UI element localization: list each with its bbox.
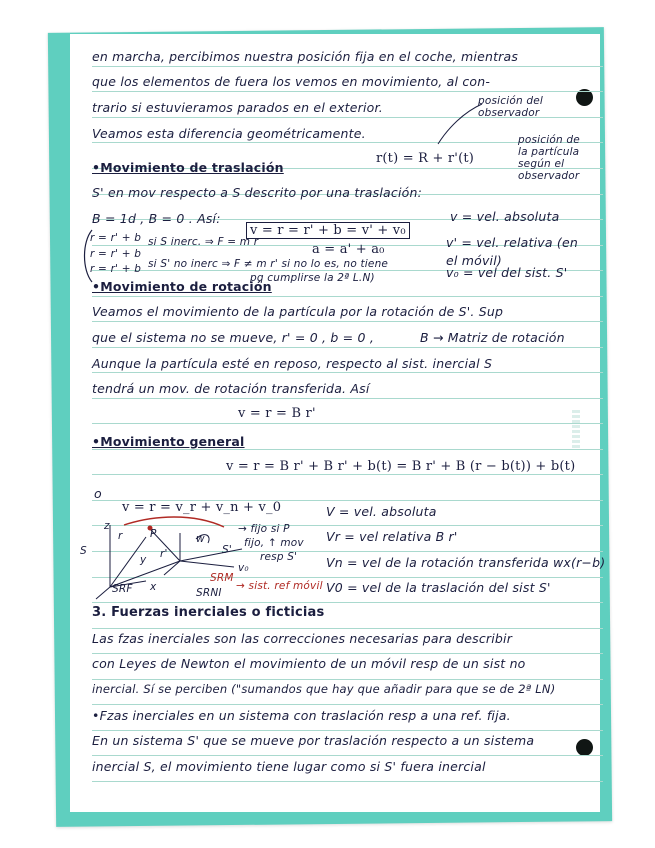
general-bullet: o (94, 486, 102, 501)
inertial-line-3: inercial. Sí se perciben ("sumandos que hay que añadir para que se de 2ª LN) (92, 682, 556, 696)
inertial-note-3: pq cumplirse la 2ª L.N) (250, 272, 375, 284)
punch-hole-bottom (576, 739, 593, 756)
arrow-to-observer (430, 98, 490, 148)
diagram-note-fijo-3: resp S' (260, 551, 298, 563)
inertial-note-2: si S' no inerc ⇒ F ≠ m r' si no lo es, no tiene (148, 258, 389, 270)
inertial-line-2: con Leyes de Newton el movimiento de un móvil resp de un sist no (92, 656, 526, 671)
legend-system-velocity: v₀ = vel del sist. S' (446, 265, 568, 280)
general-legend-4: V0 = vel de la traslación del sist S' (326, 580, 551, 595)
general-velocity-decomposition: v = r = v_r + v_n + v_0 (122, 500, 282, 515)
diagram-label-SRM: SRM (210, 572, 234, 584)
diagram-label-w: w (196, 533, 205, 545)
diagram-label-S: S (80, 545, 87, 557)
text-line-2: que los elementos de fuera los vemos en movimiento, al con- (92, 74, 491, 89)
page-edge-stamp (572, 410, 580, 450)
inertial-note-1: si S inerc. ⇒ F = m r (148, 236, 259, 248)
diagram-note-movil: → sist. ref móvil (236, 580, 323, 592)
heading-rotation: •Movimiento de rotación (92, 279, 272, 294)
heading-general: •Movimiento general (92, 434, 245, 449)
rotation-line-2: que el sistema no se mueve, r' = 0 , b = 0 , (92, 330, 375, 345)
text-line-1: en marcha, percibimos nuestra posición fija en el coche, mientras (92, 49, 519, 64)
side-eq-2: r = r' + b (90, 248, 142, 260)
diagram-label-SRF: SRF (112, 583, 133, 595)
side-eq-1: r = r' + b (90, 232, 142, 244)
diagram-label-P: P (150, 528, 157, 540)
legend-relative-velocity: v' = vel. relativa (en el móvil) (446, 235, 579, 268)
rotation-matrix-note: B → Matriz de rotación (420, 330, 565, 345)
diagram-label-r: r (118, 530, 123, 542)
note-particle-position: posición de la partícula según el observador (518, 134, 580, 182)
text-line-3: trario si estuvieramos parados en el exterior. (92, 100, 383, 115)
inertial-line-5: En un sistema S' que se mueve por traslación respecto a un sistema (92, 733, 535, 748)
translation-velocity-equation: v = r = r' + b = v' + v₀ (246, 222, 410, 239)
note-observer-position: posición del observador (478, 95, 544, 119)
diagram-note-fijo-2: fijo, ↑ mov (244, 537, 304, 549)
rotation-equation: v = r = B r' (238, 406, 316, 421)
diagram-label-x: x (150, 581, 157, 593)
legend-absolute-velocity: v = vel. absoluta (450, 209, 560, 224)
position-equation: r(t) = R + r'(t) (376, 151, 475, 166)
text-line-4: Veamos esta diferencia geométricamente. (92, 126, 366, 141)
translation-conditions: B = 1d , B = 0 . Así: (92, 211, 221, 226)
diagram-label-v0: v₀ (238, 562, 249, 574)
heading-inertial-forces: 3. Fuerzas inerciales o ficticias (92, 605, 325, 620)
diagram-note-fijo-1: → fijo si P (238, 523, 290, 535)
inertial-line-4: •Fzas inerciales en un sistema con traslación resp a una ref. fija. (92, 708, 511, 723)
translation-intro: S' en mov respecto a S descrito por una traslación: (92, 185, 423, 200)
diagram-label-SRNI: SRNI (196, 587, 222, 599)
general-equation: v = r = B r' + B r' + b(t) = B r' + B (r − b(t)) + b(t) (226, 459, 576, 474)
general-legend-1: V = vel. absoluta (326, 504, 437, 519)
side-eq-3: r = r' + b (90, 263, 142, 275)
heading-translation: •Movimiento de traslación (92, 160, 284, 175)
inertial-line-6: inercial S, el movimiento tiene lugar como si S' fuera inercial (92, 759, 486, 774)
diagram-label-S-prime: S' (222, 544, 232, 556)
diagram-label-r-prime: r' (160, 548, 168, 560)
general-legend-3: Vn = vel de la rotación transferida wx(r−b) (326, 555, 606, 570)
rotation-line-4: tendrá un mov. de rotación transferida. Así (92, 381, 370, 396)
rotation-line-3: Aunque la partícula esté en reposo, respecto al sist. inercial S (92, 356, 493, 371)
diagram-label-y: y (140, 554, 147, 566)
diagram-label-z: z (104, 520, 110, 532)
general-legend-2: Vr = vel relativa B r' (326, 529, 458, 544)
inertial-line-1: Las fzas inerciales son las correcciones necesarias para describir (92, 631, 513, 646)
translation-acceleration-equation: a = a' + a₀ (312, 242, 385, 257)
rotation-line-1: Veamos el movimiento de la partícula por la rotación de S'. Sup (92, 304, 504, 319)
